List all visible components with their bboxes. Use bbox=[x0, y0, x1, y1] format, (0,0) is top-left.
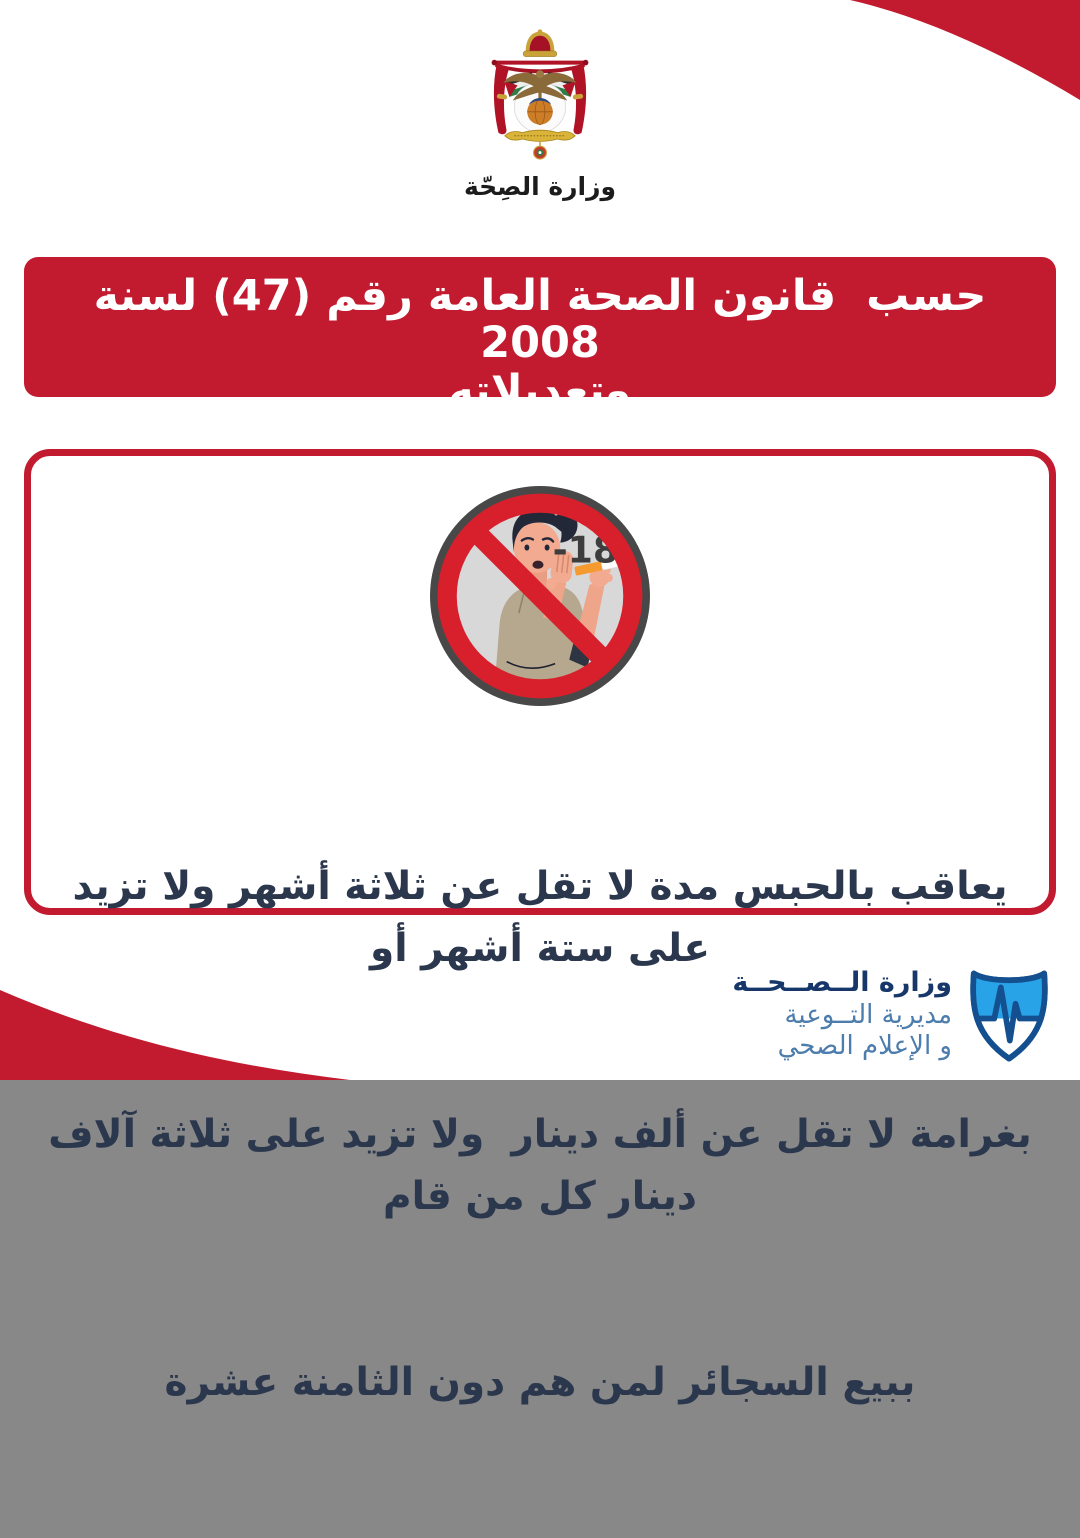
header-emblem-block bbox=[410, 20, 670, 201]
directorate-line-2: و الإعلام الصحي bbox=[777, 1031, 952, 1061]
law-text-line-2: بغرامة لا تقل عن ألف دينار ولا تزيد على ثلاثة آلاف دينار كل من قام bbox=[34, 1112, 1032, 1219]
ministry-name: وزارة الــصــحــة bbox=[732, 967, 952, 998]
corner-accent-top-right bbox=[850, 0, 1080, 105]
title-banner bbox=[24, 257, 1056, 416]
health-shield-ecg-icon bbox=[964, 960, 1054, 1068]
law-text-line-3: ببيع السجائر لمن هم دون الثامنة عشرة bbox=[164, 1360, 916, 1405]
no-cigarettes-under-18-icon bbox=[428, 484, 652, 708]
law-text-block bbox=[31, 732, 1049, 1538]
age-limit-label: -18 bbox=[552, 528, 619, 572]
ministry-calligraphy: وزارة الصِحّة bbox=[463, 172, 617, 201]
jordan-coat-of-arms bbox=[476, 20, 604, 170]
law-text-line-1: يعاقب بالحبس مدة لا تقل عن ثلاثة أشهر ولا تزيد على ستة أشهر أو bbox=[58, 864, 1008, 971]
directorate-line-1: مديرية التــوعية bbox=[784, 1000, 952, 1030]
ministry-footer-text bbox=[732, 966, 952, 1062]
title-line-1: حسب قانون الصحة العامة رقم (47) لسنة 2008 bbox=[78, 271, 987, 369]
ministry-footer-logo bbox=[732, 960, 1054, 1068]
title-line-2: وتعديلاته bbox=[448, 365, 632, 416]
